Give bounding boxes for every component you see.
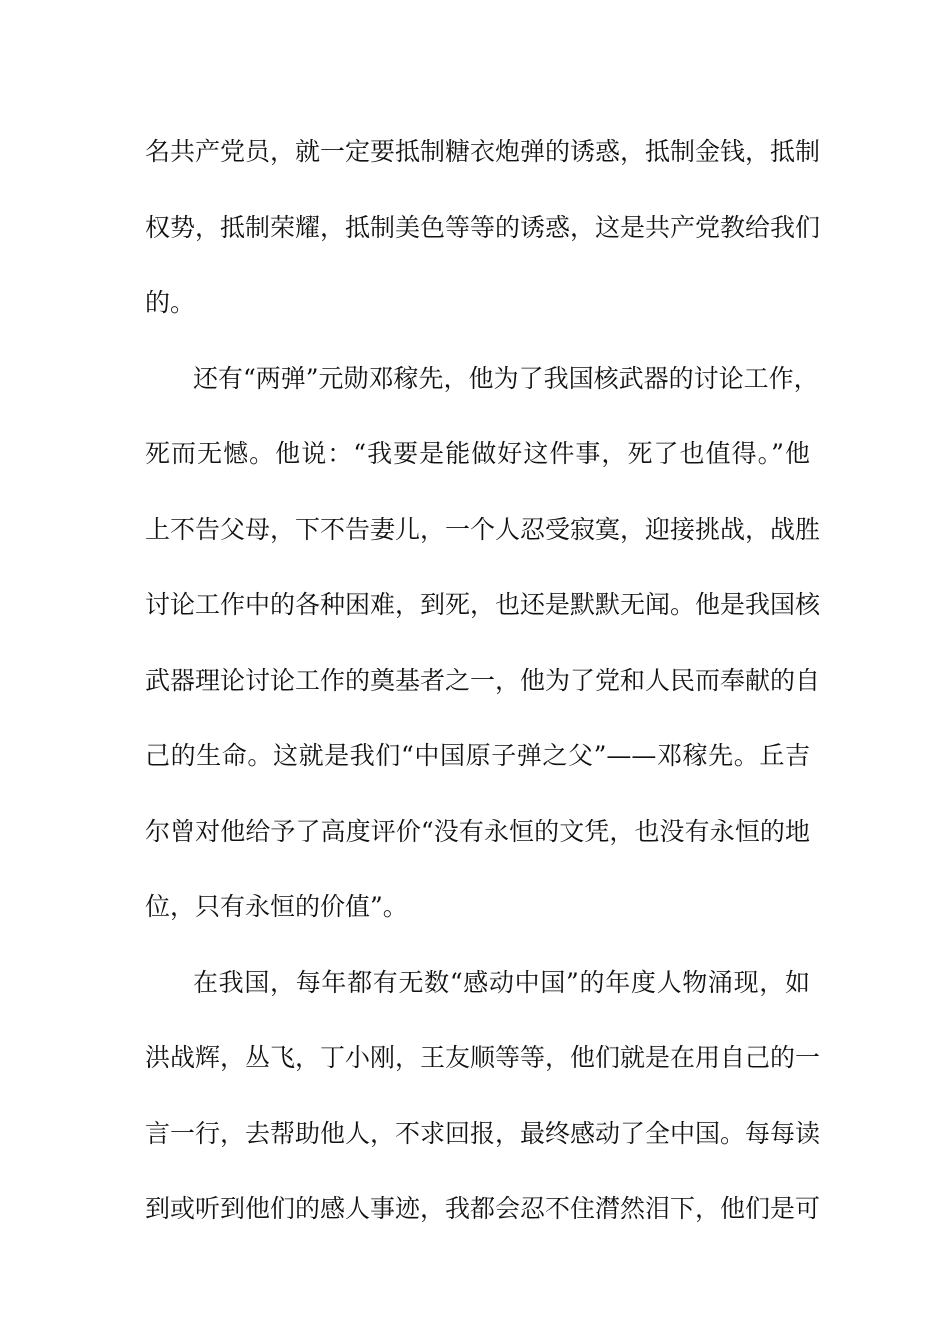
text-line: 的。 [145,288,196,317]
text-line: 权势，抵制荣耀，抵制美色等等的诱惑，这是共产党教给我们 [145,212,821,242]
text-line: 言一行，去帮助他人，不求回报，最终感动了全中国。每每读 [145,1118,821,1148]
text-line: 讨论工作中的各种困难，到死，也还是默默无闻。他是我国核 [145,590,821,619]
text-line: 上不告父母，下不告妻儿，一个人忍受寂寞，迎接挑战，战胜 [145,514,821,544]
body-text [145,130,821,1263]
text-line: 死而无憾。他说：“我要是能做好这件事，死了也值得。”他 [145,439,810,468]
text-line: 己的生命。这就是我们“中国原子弹之父”——邓稼先。丘吉 [145,741,810,770]
text-line: 位，只有永恒的价值”。 [145,892,408,921]
paragraph-first-line: 在我国，每年都有无数“感动中国”的年度人物涌现，如 [193,967,810,997]
text-line: 武器理论讨论工作的奠基者之一，他为了党和人民而奉献的自 [145,665,821,695]
text-line: 名共产党员，就一定要抵制糖衣炮弹的诱惑，抵制金钱，抵制 [145,137,821,166]
text-line: 到或听到他们的感人事迹，我都会忍不住潸然泪下，他们是可 [145,1194,821,1223]
paragraph-first-line: 还有“两弹”元勋邓稼先，他为了我国核武器的讨论工作， [193,363,819,393]
text-line: 尔曾对他给予了高度评价“没有永恒的文凭，也没有永恒的地 [145,816,810,846]
text-line: 洪战辉，丛飞，丁小刚，王友顺等等，他们就是在用自己的一 [145,1043,821,1072]
